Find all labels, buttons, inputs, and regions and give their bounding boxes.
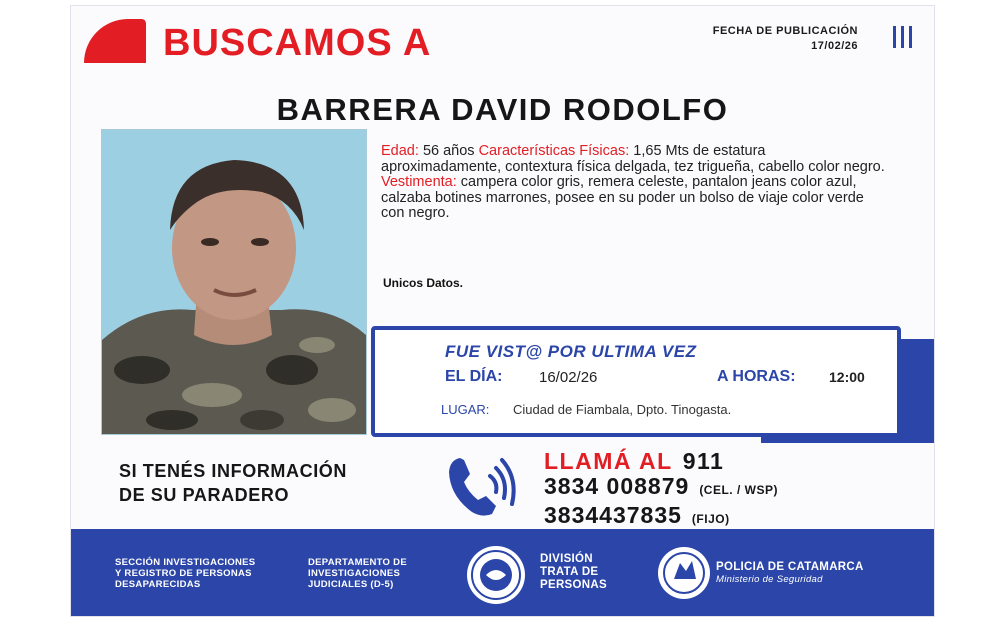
org-police: POLICIA DE CATAMARCA Ministerio de Seguridad xyxy=(716,561,864,585)
publication-date xyxy=(713,24,858,54)
headline: BUSCAMOS A xyxy=(163,22,432,64)
cel-number[interactable]: 3834 008879 xyxy=(544,473,690,499)
emergency-number[interactable]: 911 xyxy=(682,448,725,474)
publication-date-label: FECHA DE PUBLICACIÓN xyxy=(712,25,858,37)
fixed-number[interactable]: 3834437835 xyxy=(544,502,682,528)
last-seen-box xyxy=(371,326,901,437)
hour-value: 12:00 xyxy=(829,369,865,385)
age-label: Edad: xyxy=(381,143,419,159)
decorative-bars xyxy=(893,26,912,48)
person-name: BARRERA DAVID RODOLFO xyxy=(276,92,729,127)
missing-person-poster xyxy=(70,5,935,617)
hour-label: A HORAS: xyxy=(717,368,796,385)
info-line-1: SI TENÉS INFORMACIÓN xyxy=(119,461,348,481)
info-line-2: DE SU PARADERO xyxy=(119,485,290,505)
age-value: 56 años xyxy=(422,143,475,159)
cel-tag: (CEL. / WSP) xyxy=(699,483,778,497)
characteristics-label: Características Físicas: xyxy=(478,143,630,159)
day-value: 16/02/26 xyxy=(539,369,598,386)
last-seen-heading: FUE VIST@ POR ULTIMA VEZ xyxy=(445,342,697,361)
only-data-note: Unicos Datos. xyxy=(383,276,464,290)
contact-numbers xyxy=(544,449,778,532)
place-label: LUGAR: xyxy=(441,402,490,417)
org-missing-persons: SECCIÓN INVESTIGACIONES Y REGISTRO DE PERSONAS DESAPARECIDAS xyxy=(115,557,256,590)
publication-date-value: 17/02/26 xyxy=(811,40,858,52)
info-prompt xyxy=(119,459,347,507)
footer-bar xyxy=(71,529,934,616)
place-value: Ciudad de Fiambala, Dpto. Tinogasta. xyxy=(513,402,732,417)
fixed-tag: (FIJO) xyxy=(691,512,730,526)
physical-description xyxy=(381,144,889,222)
day-label: EL DÍA: xyxy=(445,368,503,385)
person-photo xyxy=(101,129,367,435)
logo-shape xyxy=(84,19,146,63)
org-trafficking-division: DIVISIÓN TRATA DE PERSONAS xyxy=(540,553,607,591)
call-label: LLAMÁ AL xyxy=(544,448,673,474)
police-emblem-icon xyxy=(656,545,712,601)
org-judicial-investigations: DEPARTAMENTO DE INVESTIGACIONES JUDICIALES (D-5) xyxy=(308,557,407,590)
characteristics-value: 1,65 Mts de estatura aproximadamente, contextura física delgada, tez trigueña, cabello color negro. xyxy=(381,143,885,175)
trafficking-division-emblem-icon xyxy=(464,543,528,607)
clothing-value: campera color gris, remera celeste, pantalon jeans color azul, calzaba botines marrones, posee en su poder un bolso de viaje color verde con negro. xyxy=(381,174,864,221)
phone-icon xyxy=(446,454,526,520)
clothing-label: Vestimenta: xyxy=(381,174,457,190)
